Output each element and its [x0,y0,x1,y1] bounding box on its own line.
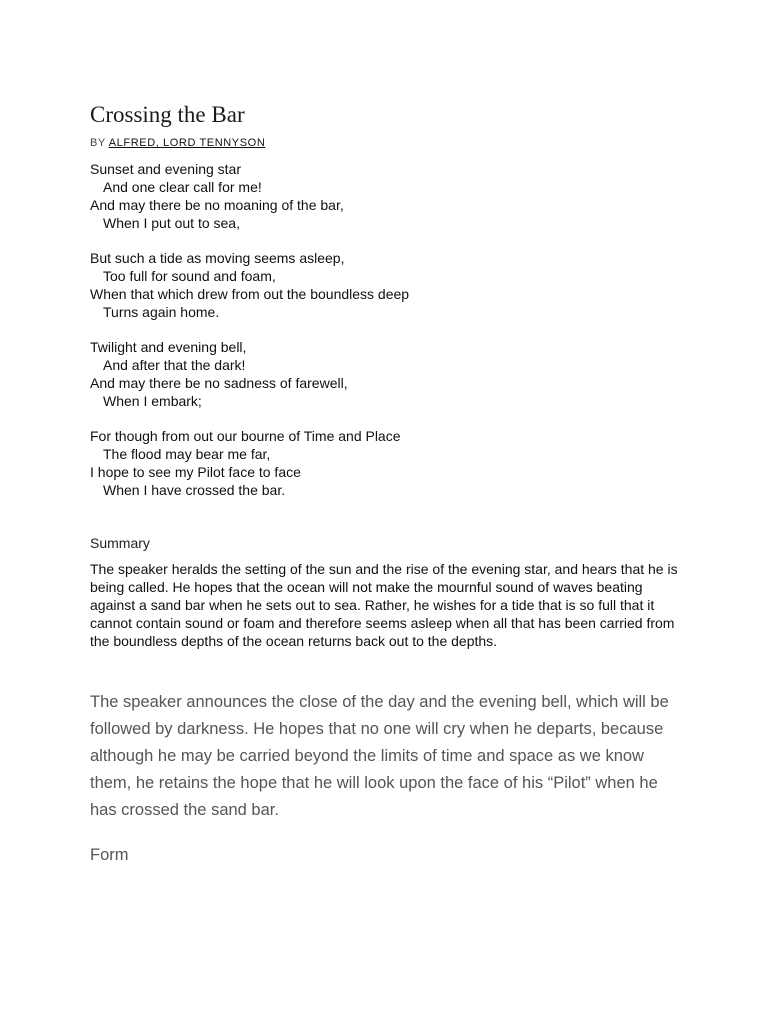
stanza [90,249,409,321]
poem-line: Twilight and evening bell, [90,339,247,355]
poem-line: And may there be no moaning of the bar, [90,197,344,213]
poem-line: But such a tide as moving seems asleep, [90,250,345,266]
byline [90,137,265,149]
summary-heading: Summary [90,535,150,551]
stanza [90,160,409,232]
poem-body [90,160,409,516]
poem-line: And after that the dark! [103,357,246,373]
summary-paragraph-large: The speaker announces the close of the day and the evening bell, which will be followed by darkness. He hopes that no one will cry when he departs, because although he may be carried beyond the limits of time and space as we know them, he retains the hope that he will look upon the face of his “Pilot” when he has crossed the sand bar. [90,693,669,819]
stanza [90,338,409,410]
poem-line: When I put out to sea, [103,215,240,231]
poem-line: I hope to see my Pilot face to face [90,464,301,480]
poem-line: When I embark; [103,393,202,409]
author-link[interactable]: ALFRED, LORD TENNYSON [108,137,266,149]
poem-line: And one clear call for me! [103,179,262,195]
poem-line: Sunset and evening star [90,161,241,177]
poem-line: For though from out our bourne of Time and Place [90,428,401,444]
poem-line: When that which drew from out the boundless deep [90,286,410,302]
poem-line: And may there be no sadness of farewell, [90,375,348,391]
poem-title: Crossing the Bar [90,102,245,127]
poem-line: When I have crossed the bar. [103,482,286,498]
poem-line: Too full for sound and foam, [103,268,276,284]
summary-paragraph: The speaker heralds the setting of the sun and the rise of the evening star, and hears that he is being called. He hopes that the ocean will not make the mournful sound of waves beating against a sand bar when he sets out to sea. Rather, he wishes for a tide that is so full that it cannot contain sound or foam and therefore seems asleep when all that has been carried from the boundless depths of the ocean returns back out to the depths. [90,561,678,649]
byline-prefix: BY [90,137,109,149]
stanza [90,427,409,499]
form-heading: Form [90,846,129,864]
poem-line: The flood may bear me far, [103,446,271,462]
poem-line: Turns again home. [103,304,220,320]
